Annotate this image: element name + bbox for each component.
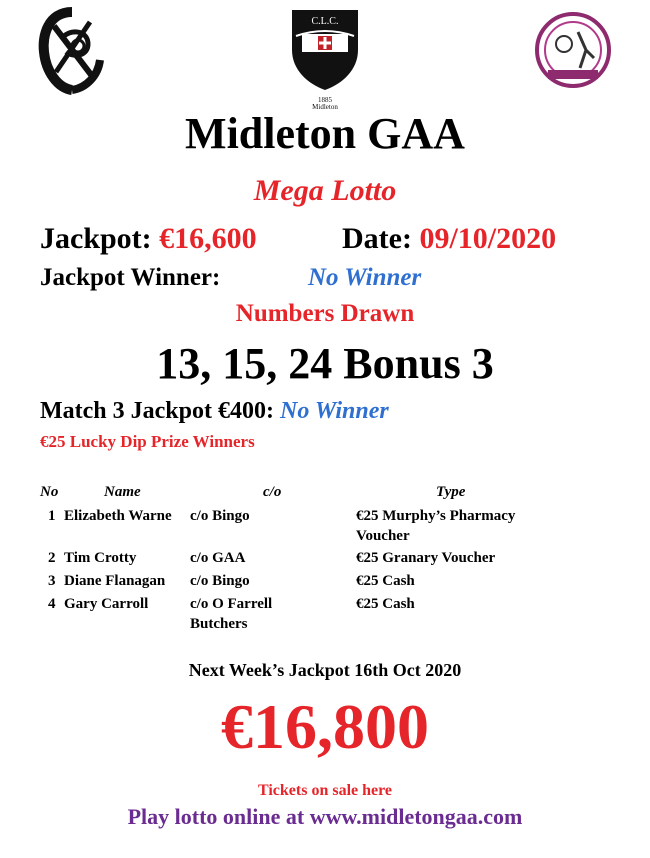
row-co: c/o O Farrell Butchers: [190, 596, 273, 632]
date-line: [342, 222, 556, 256]
next-jackpot-amount: €16,800: [221, 691, 429, 762]
row-name: Gary Carroll: [64, 596, 149, 612]
row-name: Elizabeth Warne: [64, 508, 172, 524]
crest-year: 1885: [318, 96, 332, 104]
next-week-jackpot-label: Next Week’s Jackpot 16th Oct 2020: [188, 660, 462, 680]
jackpot-value: €16,600: [159, 222, 257, 255]
crest-place: Midleton: [312, 103, 338, 110]
row-type: €25 Cash: [356, 573, 415, 589]
row-type: €25 Cash: [356, 596, 415, 612]
subtitle: Mega Lotto: [253, 174, 397, 207]
row-name: Diane Flanagan: [64, 573, 166, 589]
numbers-drawn-label: Numbers Drawn: [235, 300, 415, 327]
crest-top-text: C.L.C.: [311, 16, 339, 27]
row-co: c/o Bingo: [190, 573, 250, 589]
header-co: c/o: [263, 484, 282, 500]
date-label: Date:: [342, 222, 412, 255]
date-value: 09/10/2020: [419, 222, 557, 255]
tickets-note: Tickets on sale here: [257, 782, 393, 799]
match3-value: No Winner: [279, 398, 389, 424]
header-no: No: [40, 484, 59, 500]
jackpot-winner-value: No Winner: [308, 264, 422, 291]
row-no: 4: [48, 596, 56, 612]
row-name: Tim Crotty: [64, 550, 137, 566]
jackpot-winner-label: Jackpot Winner:: [40, 264, 221, 291]
online-link[interactable]: Play lotto online at www.midletongaa.com: [127, 804, 523, 829]
midleton-gaa-crest-icon: [288, 6, 362, 110]
header-type: Type: [436, 484, 466, 500]
row-no: 3: [48, 573, 56, 589]
page-title: Midleton GAA: [185, 109, 465, 158]
match3-line: [40, 398, 389, 425]
row-type: €25 Granary Voucher: [356, 550, 496, 566]
camogie-logo-icon: [34, 6, 110, 96]
row-no: 2: [48, 550, 56, 566]
jackpot-label: Jackpot:: [40, 222, 152, 255]
row-type: €25 Murphy’s Pharmacy Voucher: [356, 508, 516, 544]
row-co: c/o GAA: [190, 550, 246, 566]
ladies-football-logo-icon: [534, 10, 612, 90]
row-co: c/o Bingo: [190, 508, 250, 524]
lucky-dip-heading: €25 Lucky Dip Prize Winners: [40, 432, 255, 451]
header-name: Name: [104, 484, 141, 500]
row-no: 1: [48, 508, 56, 524]
jackpot-line: [40, 222, 257, 256]
match3-label: Match 3 Jackpot €400:: [40, 398, 274, 424]
numbers-drawn: 13, 15, 24 Bonus 3: [156, 339, 494, 388]
